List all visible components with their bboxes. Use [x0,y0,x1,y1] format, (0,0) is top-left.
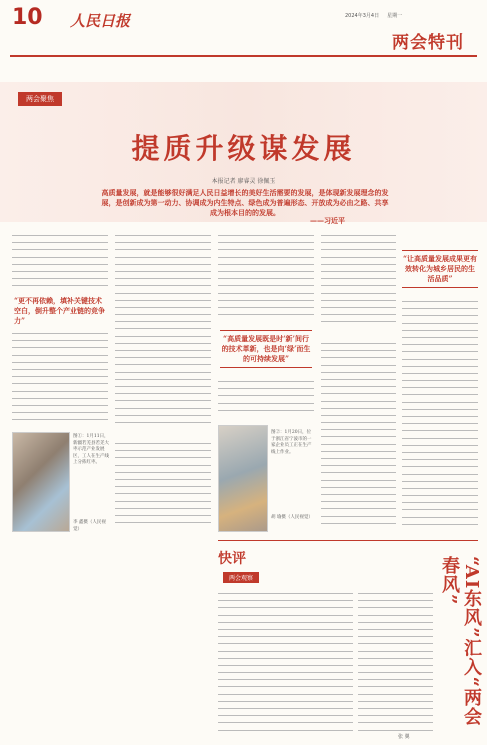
callout-2: “高质量发展既是时‘新’间行的技术革新，也是向‘绿’而生的可持续发展” [220,330,312,368]
article-body-col1-top [12,232,108,292]
photo1-caption: 图①：1月11日，新疆若羌县若羌大枣示范产业发展区，工人在生产线上分拣红枣。 [73,434,109,465]
article-body-col4-bottom [321,340,396,530]
byline: 本报记者 廖睿灵 徐佩玉 [211,178,276,185]
essay-body-2 [358,590,433,740]
essay-column-name: 快评 [218,551,246,567]
headline: 提质升级谋发展 [131,132,356,165]
article-body-col1-mid [12,330,108,425]
photo2-credit: 胡 瑜摄（人民视觉） [271,515,313,520]
section-title: 两会特刊 [392,33,464,53]
weekday-text: 星期一 [387,13,403,19]
essay-divider [218,540,478,541]
essay-title: “AI东风”汇入“两会春风” [439,556,482,726]
photo2-caption: 图②：1月20日，位于浙江省宁波市的一家企业员工正在生产线上作业。 [271,430,312,455]
photo-production-line [218,425,268,532]
article-body-col2 [115,232,211,432]
callout-3: “让高质量发展成果更有效转化为城乡居民的生活品质” [402,250,478,288]
page-number: 10 [12,5,43,30]
leader-quote: 高质量发展，就是能够很好满足人民日益增长的美好生活需要的发展，是体现新发展理念的发展，是创新成为第一动力、协调成为内生特点、绿色成为普遍形态、开放成为必由之路、共享成为根本目的的发展。 [101,188,389,217]
photo-factory-workers [12,432,70,532]
date-text: 2024年3月4日 [345,13,380,19]
article-body-col2-bottom [115,440,211,532]
issue-date [345,12,410,19]
subhead-1: “更不再依赖，填补关键技术空白，倒升整个产业链的竞争力” [14,296,105,325]
article-body-col3-mid [218,378,314,418]
essay-author: 张 翼 [398,734,410,740]
newspaper-logo: 人民日报 [70,12,131,30]
essay-body [218,590,353,740]
article-body-col5 [402,298,478,530]
article-body-col4-top [321,232,396,332]
essay-tag: 两会观察 [223,572,259,583]
photo1-credit: 李 鑫摄（人民视觉） [73,520,106,532]
column-tag: 两会聚焦 [18,92,62,106]
quote-source: ——习近平 [310,216,345,225]
header-divider [10,55,477,57]
article-body-col3-top [218,232,314,324]
